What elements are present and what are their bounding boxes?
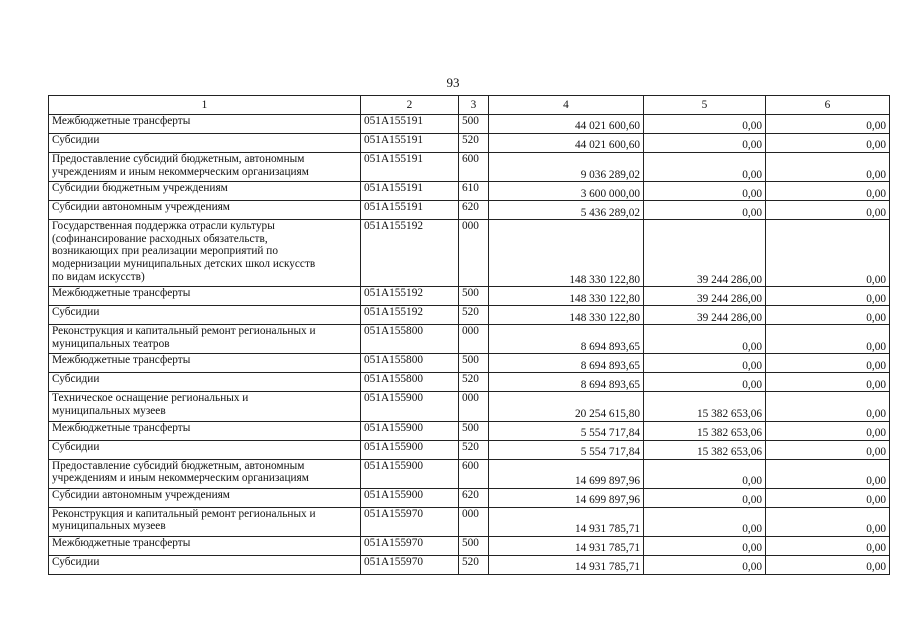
- amount-col4-cell: 148 330 122,80: [489, 287, 644, 306]
- amount-col4-cell: 14 931 785,71: [489, 536, 644, 555]
- amount-col6-cell: 0,00: [766, 325, 890, 354]
- amount-col4-cell: 14 699 897,96: [489, 459, 644, 488]
- amount-col5-cell: 15 382 653,06: [644, 440, 766, 459]
- amount-col5-cell: 0,00: [644, 536, 766, 555]
- table-row: [49, 373, 890, 392]
- target-article-code-cell: 051A155900: [361, 488, 459, 507]
- amount-col5-cell: 0,00: [644, 182, 766, 201]
- expense-type-cell: 000: [459, 220, 489, 287]
- target-article-code-cell: 051A155970: [361, 555, 459, 574]
- amount-col6-cell: 0,00: [766, 507, 890, 536]
- target-article-code-cell: 051A155191: [361, 153, 459, 182]
- page-number: 93: [446, 75, 460, 90]
- table-row: [49, 287, 890, 306]
- amount-col6-cell: 0,00: [766, 354, 890, 373]
- amount-col5-cell: 0,00: [644, 153, 766, 182]
- table-row: [49, 201, 890, 220]
- row-name-cell: [49, 555, 361, 574]
- row-name-line: Межбюджетные трансферты: [52, 354, 191, 367]
- expense-type-cell: 500: [459, 421, 489, 440]
- expense-type-cell: 600: [459, 153, 489, 182]
- expense-type-cell: 000: [459, 325, 489, 354]
- amount-col5-cell: 0,00: [644, 555, 766, 574]
- row-name-line: Техническое оснащение региональных и: [52, 392, 249, 405]
- row-name-cell: [49, 220, 361, 287]
- row-name-cell: [49, 153, 361, 182]
- amount-col5-cell: 0,00: [644, 459, 766, 488]
- target-article-code-cell: 051A155800: [361, 354, 459, 373]
- row-name-cell: [49, 421, 361, 440]
- amount-col5-cell: 0,00: [644, 507, 766, 536]
- row-name-cell: [49, 287, 361, 306]
- expense-type-cell: 000: [459, 507, 489, 536]
- table-header-row: [49, 96, 890, 115]
- amount-col6-cell: 0,00: [766, 287, 890, 306]
- row-name-line: Субсидии: [52, 306, 100, 319]
- row-name-cell: [49, 134, 361, 153]
- budget-table: [48, 95, 890, 575]
- amount-col6-cell: 0,00: [766, 306, 890, 325]
- target-article-code-cell: 051A155970: [361, 536, 459, 555]
- table-row: [49, 325, 890, 354]
- row-name-line: Субсидии бюджетным учреждениям: [52, 182, 228, 195]
- row-name-cell: [49, 306, 361, 325]
- amount-col4-cell: 5 436 289,02: [489, 201, 644, 220]
- table-row: [49, 153, 890, 182]
- row-name-line: по видам искусств): [52, 270, 145, 283]
- row-name-cell: [49, 373, 361, 392]
- amount-col5-cell: 0,00: [644, 488, 766, 507]
- table-row: [49, 134, 890, 153]
- target-article-code-cell: 051A155192: [361, 220, 459, 287]
- target-article-code-cell: 051A155192: [361, 306, 459, 325]
- row-name-line: Субсидии автономным учреждениям: [52, 488, 230, 501]
- target-article-code-cell: 051A155191: [361, 134, 459, 153]
- row-name-cell: [49, 325, 361, 354]
- amount-col5-cell: 39 244 286,00: [644, 306, 766, 325]
- amount-col4-cell: 44 021 600,60: [489, 134, 644, 153]
- expense-type-cell: 520: [459, 373, 489, 392]
- target-article-code-cell: 051A155900: [361, 421, 459, 440]
- amount-col4-cell: 44 021 600,60: [489, 115, 644, 134]
- amount-col6-cell: 0,00: [766, 373, 890, 392]
- expense-type-cell: 500: [459, 115, 489, 134]
- row-name-cell: [49, 536, 361, 555]
- amount-col4-cell: 8 694 893,65: [489, 373, 644, 392]
- column-header: 5: [644, 96, 766, 115]
- table-row: [49, 220, 890, 287]
- row-name-line: модернизации муниципальных детских школ искусств: [52, 257, 316, 270]
- expense-type-cell: 520: [459, 555, 489, 574]
- amount-col4-cell: 5 554 717,84: [489, 440, 644, 459]
- row-name-line: учреждениям и иным некоммерческим организациям: [52, 165, 309, 178]
- target-article-code-cell: 051A155191: [361, 115, 459, 134]
- column-header: 6: [766, 96, 890, 115]
- expense-type-cell: 610: [459, 182, 489, 201]
- expense-type-cell: 520: [459, 306, 489, 325]
- target-article-code-cell: 051A155800: [361, 373, 459, 392]
- row-name-line: Межбюджетные трансферты: [52, 115, 191, 127]
- table-row: [49, 354, 890, 373]
- row-name-line: Реконструкция и капитальный ремонт региональных и: [52, 507, 316, 520]
- expense-type-cell: 500: [459, 536, 489, 555]
- expense-type-cell: 500: [459, 287, 489, 306]
- amount-col4-cell: 9 036 289,02: [489, 153, 644, 182]
- amount-col5-cell: 0,00: [644, 325, 766, 354]
- amount-col4-cell: 148 330 122,80: [489, 306, 644, 325]
- amount-col4-cell: 14 699 897,96: [489, 488, 644, 507]
- row-name-line: Межбюджетные трансферты: [52, 287, 191, 300]
- column-header: 1: [49, 96, 361, 115]
- amount-col6-cell: 0,00: [766, 421, 890, 440]
- amount-col6-cell: 0,00: [766, 459, 890, 488]
- row-name-line: Государственная поддержка отрасли культуры: [52, 220, 275, 233]
- amount-col5-cell: 15 382 653,06: [644, 392, 766, 421]
- table-row: [49, 507, 890, 536]
- row-name-line: Межбюджетные трансферты: [52, 536, 191, 549]
- amount-col5-cell: 0,00: [644, 373, 766, 392]
- row-name-cell: [49, 182, 361, 201]
- target-article-code-cell: 051A155900: [361, 459, 459, 488]
- expense-type-cell: 520: [459, 440, 489, 459]
- table-row: [49, 115, 890, 134]
- row-name-line: Субсидии: [52, 440, 100, 453]
- expense-type-cell: 600: [459, 459, 489, 488]
- target-article-code-cell: 051A155900: [361, 440, 459, 459]
- row-name-line: Субсидии: [52, 555, 100, 568]
- expense-type-cell: 000: [459, 392, 489, 421]
- amount-col6-cell: 0,00: [766, 555, 890, 574]
- column-header: 2: [361, 96, 459, 115]
- amount-col5-cell: 0,00: [644, 201, 766, 220]
- row-name-line: Субсидии: [52, 134, 100, 146]
- row-name-line: муниципальных театров: [52, 337, 170, 350]
- row-name-line: муниципальных музеев: [52, 404, 166, 417]
- amount-col6-cell: 0,00: [766, 115, 890, 134]
- table-row: [49, 459, 890, 488]
- target-article-code-cell: 051A155192: [361, 287, 459, 306]
- expense-type-cell: 620: [459, 201, 489, 220]
- expense-type-cell: 520: [459, 134, 489, 153]
- row-name-cell: [49, 354, 361, 373]
- row-name-line: муниципальных музеев: [52, 520, 166, 533]
- table-row: [49, 392, 890, 421]
- row-name-cell: [49, 507, 361, 536]
- row-name-line: учреждениям и иным некоммерческим организациям: [52, 472, 309, 485]
- amount-col5-cell: 0,00: [644, 115, 766, 134]
- amount-col5-cell: 0,00: [644, 134, 766, 153]
- row-name-line: (софинансирование расходных обязательств,: [52, 232, 268, 245]
- table-row: [49, 555, 890, 574]
- amount-col4-cell: 20 254 615,80: [489, 392, 644, 421]
- row-name-cell: [49, 115, 361, 134]
- row-name-line: Субсидии: [52, 373, 100, 386]
- amount-col6-cell: 0,00: [766, 536, 890, 555]
- row-name-cell: [49, 201, 361, 220]
- amount-col4-cell: 8 694 893,65: [489, 354, 644, 373]
- row-name-cell: [49, 488, 361, 507]
- table-row: [49, 421, 890, 440]
- amount-col5-cell: 39 244 286,00: [644, 220, 766, 287]
- table-row: [49, 488, 890, 507]
- row-name-line: Межбюджетные трансферты: [52, 421, 191, 434]
- column-header: 3: [459, 96, 489, 115]
- table-row: [49, 536, 890, 555]
- amount-col4-cell: 3 600 000,00: [489, 182, 644, 201]
- target-article-code-cell: 051A155800: [361, 325, 459, 354]
- row-name-line: Предоставление субсидий бюджетным, автономным: [52, 459, 305, 472]
- row-name-cell: [49, 440, 361, 459]
- amount-col4-cell: 148 330 122,80: [489, 220, 644, 287]
- amount-col6-cell: 0,00: [766, 182, 890, 201]
- amount-col4-cell: 14 931 785,71: [489, 507, 644, 536]
- amount-col5-cell: 39 244 286,00: [644, 287, 766, 306]
- row-name-line: Реконструкция и капитальный ремонт региональных и: [52, 325, 316, 338]
- table-body: [49, 115, 890, 575]
- amount-col6-cell: 0,00: [766, 488, 890, 507]
- expense-type-cell: 500: [459, 354, 489, 373]
- table-row: [49, 440, 890, 459]
- expense-type-cell: 620: [459, 488, 489, 507]
- target-article-code-cell: 051A155191: [361, 182, 459, 201]
- amount-col6-cell: 0,00: [766, 440, 890, 459]
- target-article-code-cell: 051A155900: [361, 392, 459, 421]
- amount-col4-cell: 8 694 893,65: [489, 325, 644, 354]
- target-article-code-cell: 051A155191: [361, 201, 459, 220]
- row-name-cell: [49, 459, 361, 488]
- amount-col4-cell: 14 931 785,71: [489, 555, 644, 574]
- amount-col6-cell: 0,00: [766, 153, 890, 182]
- table-row: [49, 182, 890, 201]
- amount-col6-cell: 0,00: [766, 134, 890, 153]
- amount-col4-cell: 5 554 717,84: [489, 421, 644, 440]
- row-name-line: Субсидии автономным учреждениям: [52, 201, 230, 214]
- amount-col5-cell: 15 382 653,06: [644, 421, 766, 440]
- row-name-line: возникающих при реализации мероприятий по: [52, 245, 278, 258]
- row-name-cell: [49, 392, 361, 421]
- amount-col6-cell: 0,00: [766, 201, 890, 220]
- column-header: 4: [489, 96, 644, 115]
- amount-col5-cell: 0,00: [644, 354, 766, 373]
- amount-col6-cell: 0,00: [766, 220, 890, 287]
- row-name-line: Предоставление субсидий бюджетным, автономным: [52, 153, 305, 165]
- target-article-code-cell: 051A155970: [361, 507, 459, 536]
- table-row: [49, 306, 890, 325]
- amount-col6-cell: 0,00: [766, 392, 890, 421]
